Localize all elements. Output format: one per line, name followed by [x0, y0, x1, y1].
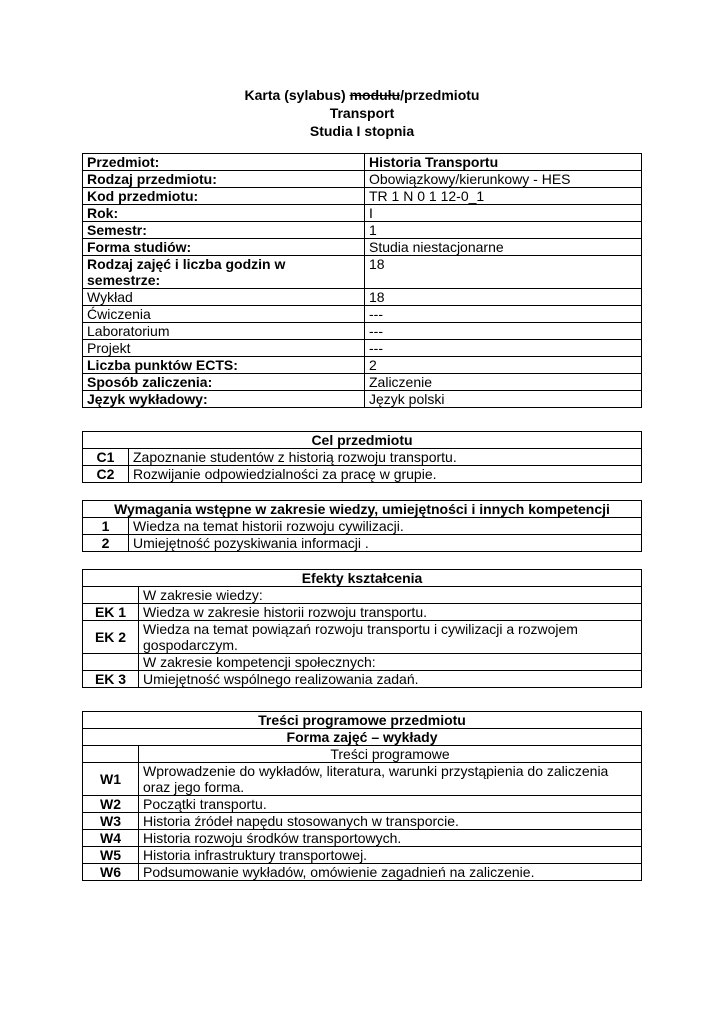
- row-text: Wprowadzenie do wykładów, literatura, warunki przystąpienia do zaliczenia oraz jego forma.: [139, 763, 642, 796]
- table-header-row: [83, 570, 642, 587]
- table-row: [83, 864, 642, 881]
- info-label: Ćwiczenia: [83, 306, 365, 323]
- row-code: W6: [83, 864, 139, 881]
- table-row: [83, 171, 642, 188]
- course-goal-table: [82, 431, 642, 483]
- section-row: [83, 587, 642, 604]
- row-text: Rozwijanie odpowiedzialności za pracę w grupie.: [129, 466, 642, 483]
- table-row: [83, 205, 642, 222]
- section-label-social: W zakresie kompetencji społecznych:: [139, 654, 642, 671]
- table-row: [83, 604, 642, 621]
- table-header-row: [83, 712, 642, 729]
- info-label: Laboratorium: [83, 323, 365, 340]
- row-code: W2: [83, 796, 139, 813]
- table-subheader-row: [83, 729, 642, 746]
- info-label: Forma studiów:: [83, 239, 365, 256]
- info-value: 1: [365, 222, 642, 239]
- header-line-1b: /przedmiotu: [400, 87, 480, 103]
- row-text: Umiejętność wspólnego realizowania zadań.: [139, 671, 642, 688]
- table-row: [83, 466, 642, 483]
- info-value: ---: [365, 340, 642, 357]
- row-text: Podsumowanie wykładów, omówienie zagadnień na zaliczenie.: [139, 864, 642, 881]
- info-label: Rok:: [83, 205, 365, 222]
- info-value: TR 1 N 0 1 12-0_1: [365, 188, 642, 205]
- program-content-title: Treści programowe przedmiotu: [83, 712, 642, 729]
- section-label-knowledge: W zakresie wiedzy:: [139, 587, 642, 604]
- prerequisites-table: [82, 500, 642, 552]
- header-line-1a: Karta (sylabus): [244, 87, 350, 103]
- info-value: 18: [365, 256, 642, 289]
- table-row: [83, 188, 642, 205]
- info-value: I: [365, 205, 642, 222]
- program-content-table: [82, 711, 642, 881]
- table-row: [83, 340, 642, 357]
- table-row: [83, 239, 642, 256]
- section-row: [83, 654, 642, 671]
- row-code: EK 3: [83, 671, 139, 688]
- row-code: W1: [83, 763, 139, 796]
- table-row: [83, 289, 642, 306]
- row-code: 2: [83, 535, 129, 552]
- learning-outcomes-title: Efekty kształcenia: [83, 570, 642, 587]
- info-label: Rodzaj zajęć i liczba godzin w semestrze:: [83, 256, 365, 289]
- row-text: Wiedza na temat historii rozwoju cywilizacji.: [129, 518, 642, 535]
- header-line-1-strike: modułu: [349, 87, 401, 103]
- row-text: Historia rozwoju środków transportowych.: [139, 830, 642, 847]
- program-content-subtitle: Forma zajęć – wykłady: [83, 729, 642, 746]
- info-value: Język polski: [365, 391, 642, 408]
- table-row: [83, 763, 642, 796]
- row-text: Wiedza w zakresie historii rozwoju transportu.: [139, 604, 642, 621]
- table-row: [83, 374, 642, 391]
- table-row: [83, 830, 642, 847]
- info-value: 18: [365, 289, 642, 306]
- row-text: Historia infrastruktury transportowej.: [139, 847, 642, 864]
- empty-cell: [83, 746, 139, 763]
- info-value: Studia niestacjonarne: [365, 239, 642, 256]
- info-label: Kod przedmiotu:: [83, 188, 365, 205]
- info-label: Język wykładowy:: [83, 391, 365, 408]
- header-line-3: Studia I stopnia: [309, 123, 415, 139]
- empty-cell: [83, 654, 139, 671]
- info-label: Liczba punktów ECTS:: [83, 357, 365, 374]
- prerequisites-title: Wymagania wstępne w zakresie wiedzy, umiejętności i innych kompetencji: [83, 501, 642, 518]
- info-value: ---: [365, 323, 642, 340]
- table-header-row: [83, 501, 642, 518]
- table-row: [83, 796, 642, 813]
- table-row: [83, 154, 642, 171]
- table-row: [83, 449, 642, 466]
- info-label: Projekt: [83, 340, 365, 357]
- document-header: [0, 86, 724, 140]
- info-value: ---: [365, 306, 642, 323]
- row-code: C1: [83, 449, 129, 466]
- table-row: [83, 306, 642, 323]
- info-value: Historia Transportu: [365, 154, 642, 171]
- table-row: [83, 621, 642, 654]
- info-label: Sposób zaliczenia:: [83, 374, 365, 391]
- row-code: 1: [83, 518, 129, 535]
- row-code: EK 1: [83, 604, 139, 621]
- row-code: C2: [83, 466, 129, 483]
- course-info-table: [82, 153, 642, 408]
- info-value: 2: [365, 357, 642, 374]
- table-row: [83, 222, 642, 239]
- row-text: Umiejętność pozyskiwania informacji .: [129, 535, 642, 552]
- table-row: [83, 813, 642, 830]
- info-label: Semestr:: [83, 222, 365, 239]
- info-value: Obowiązkowy/kierunkowy - HES: [365, 171, 642, 188]
- table-row: [83, 256, 642, 289]
- row-text: Początki transportu.: [139, 796, 642, 813]
- row-text: Historia źródeł napędu stosowanych w transporcie.: [139, 813, 642, 830]
- table-row: [83, 518, 642, 535]
- info-label: Przedmiot:: [83, 154, 365, 171]
- info-label: Rodzaj przedmiotu:: [83, 171, 365, 188]
- row-code: W3: [83, 813, 139, 830]
- empty-cell: [83, 587, 139, 604]
- learning-outcomes-table: [82, 569, 642, 688]
- info-value: Zaliczenie: [365, 374, 642, 391]
- table-row: [83, 391, 642, 408]
- row-text: Wiedza na temat powiązań rozwoju transportu i cywilizacji a rozwojem gospodarczym.: [139, 621, 642, 654]
- info-label: Wykład: [83, 289, 365, 306]
- header-line-1: [0, 86, 724, 104]
- program-content-column-header: Treści programowe: [139, 746, 642, 763]
- table-row: [83, 357, 642, 374]
- row-code: W4: [83, 830, 139, 847]
- table-header-row: [83, 432, 642, 449]
- table-row: [83, 671, 642, 688]
- header-line-2: Transport: [329, 105, 395, 121]
- row-code: W5: [83, 847, 139, 864]
- column-header-row: [83, 746, 642, 763]
- course-goal-title: Cel przedmiotu: [83, 432, 642, 449]
- table-row: [83, 847, 642, 864]
- row-text: Zapoznanie studentów z historią rozwoju transportu.: [129, 449, 642, 466]
- table-row: [83, 535, 642, 552]
- row-code: EK 2: [83, 621, 139, 654]
- table-row: [83, 323, 642, 340]
